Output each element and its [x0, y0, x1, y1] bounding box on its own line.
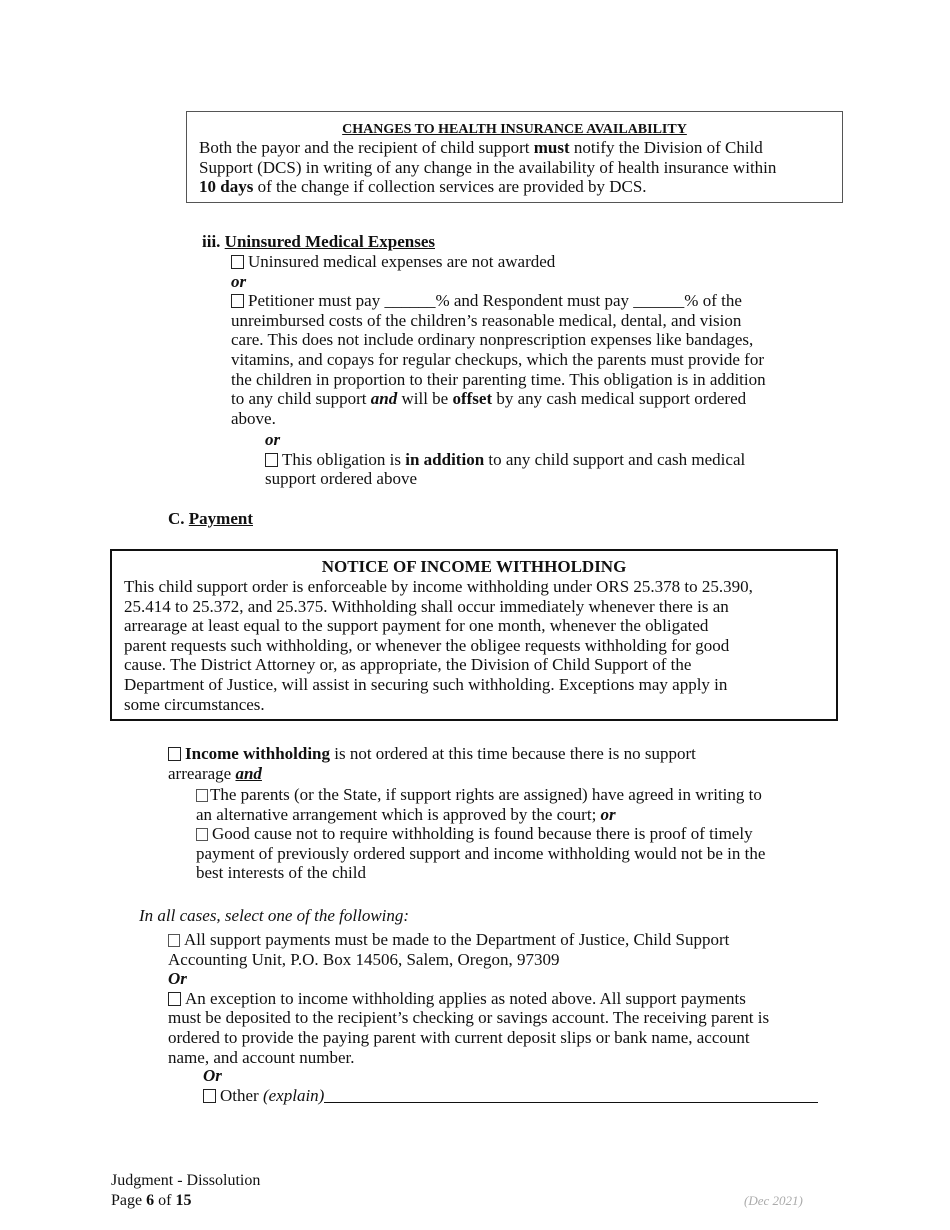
uninsured-heading: iii. Uninsured Medical Expenses [202, 232, 435, 251]
health-insurance-title: CHANGES TO HEALTH INSURANCE AVAILABILITY [342, 122, 687, 137]
other-explain-field[interactable] [324, 1087, 818, 1103]
in-addition-option: or This obligation is in addition to any child support and cash medical support ordered above [265, 430, 746, 489]
notice-title: NOTICE OF INCOME WITHHOLDING [321, 557, 627, 576]
other-option: Or Other (explain) [203, 1066, 818, 1105]
all-cases-options: All support payments must be made to the Department of Justice, Child Support Accounting Unit, P.O. Box 14506, Salem, Oregon, 97309 Or An exception to income withholding applies as noted above. All support payments must be deposited to the recipient’s checking or savings account. The receiving parent is ordered to provide the paying parent with current deposit slips or bank name, account name, and account number. [168, 930, 770, 1067]
notice-text: This child support order is enforceable by income withholding under ORS 25.378 to 25.390, 25.414 to 25.372, and 25.375. Withholding shall occur immediately whenever there is an arrearage at least equal to the support payment for one month, whenever the obligated parent requests such withholding, or whenever the obligee requests withholding for good cause. The District Attorney or, as appropriate, the Division of Child Support of the Department of Justice, will assist in securing such withholding. Exceptions may apply in some circumstances. [124, 577, 753, 714]
good-cause-checkbox[interactable] [196, 828, 208, 841]
footer-doc-title: Judgment - Dissolution [111, 1172, 261, 1189]
in-addition-checkbox[interactable] [265, 453, 278, 467]
exception-checkbox[interactable] [168, 992, 181, 1006]
footer [111, 1171, 260, 1210]
footer-page-number: Page 6 of 15 [111, 1191, 192, 1209]
other-checkbox[interactable] [203, 1089, 216, 1103]
all-cases-intro: In all cases, select one of the following: [139, 906, 410, 925]
footer-form-date: (Dec 2021) [744, 1193, 803, 1208]
withholding-reasons: The parents (or the State, if support rights are assigned) have agreed in writing to an alternative arrangement which is approved by the court; or Good cause not to require withholding is found because there is proof of timely payment of previously ordered support and income withholding would not be in the best interests of the child [196, 785, 766, 883]
doj-payment-checkbox[interactable] [168, 934, 180, 947]
uninsured-options: Uninsured medical expenses are not awarded or Petitioner must pay ______% and Respondent must pay ______% of the unreimbursed costs of the children’s reasonable medical, dental, and vision care. This does not include ordinary nonprescription expenses like bandages, vitamins, and copays for regular checkups, which the parents must provide for the children in proportion to their parenting time. This obligation is in addition to any child support and will be offset by any cash medical support ordered above. [231, 252, 766, 428]
parents-agreed-checkbox[interactable] [196, 789, 208, 802]
withholding-not-ordered: Income withholding is not ordered at this time because there is no support arrearage and [168, 744, 696, 783]
not-awarded-checkbox[interactable] [231, 255, 244, 269]
health-insurance-text: Both the payor and the recipient of child support must notify the Division of Child Support (DCS) in writing of any change in the availability of health insurance within 10 days of the change if collection services are provided by DCS. [199, 138, 777, 197]
payment-heading: C. Payment [168, 509, 253, 528]
withholding-not-ordered-checkbox[interactable] [168, 747, 181, 761]
not-awarded-label: Uninsured medical expenses are not awarded [248, 252, 556, 271]
percentage-split-checkbox[interactable] [231, 294, 244, 308]
